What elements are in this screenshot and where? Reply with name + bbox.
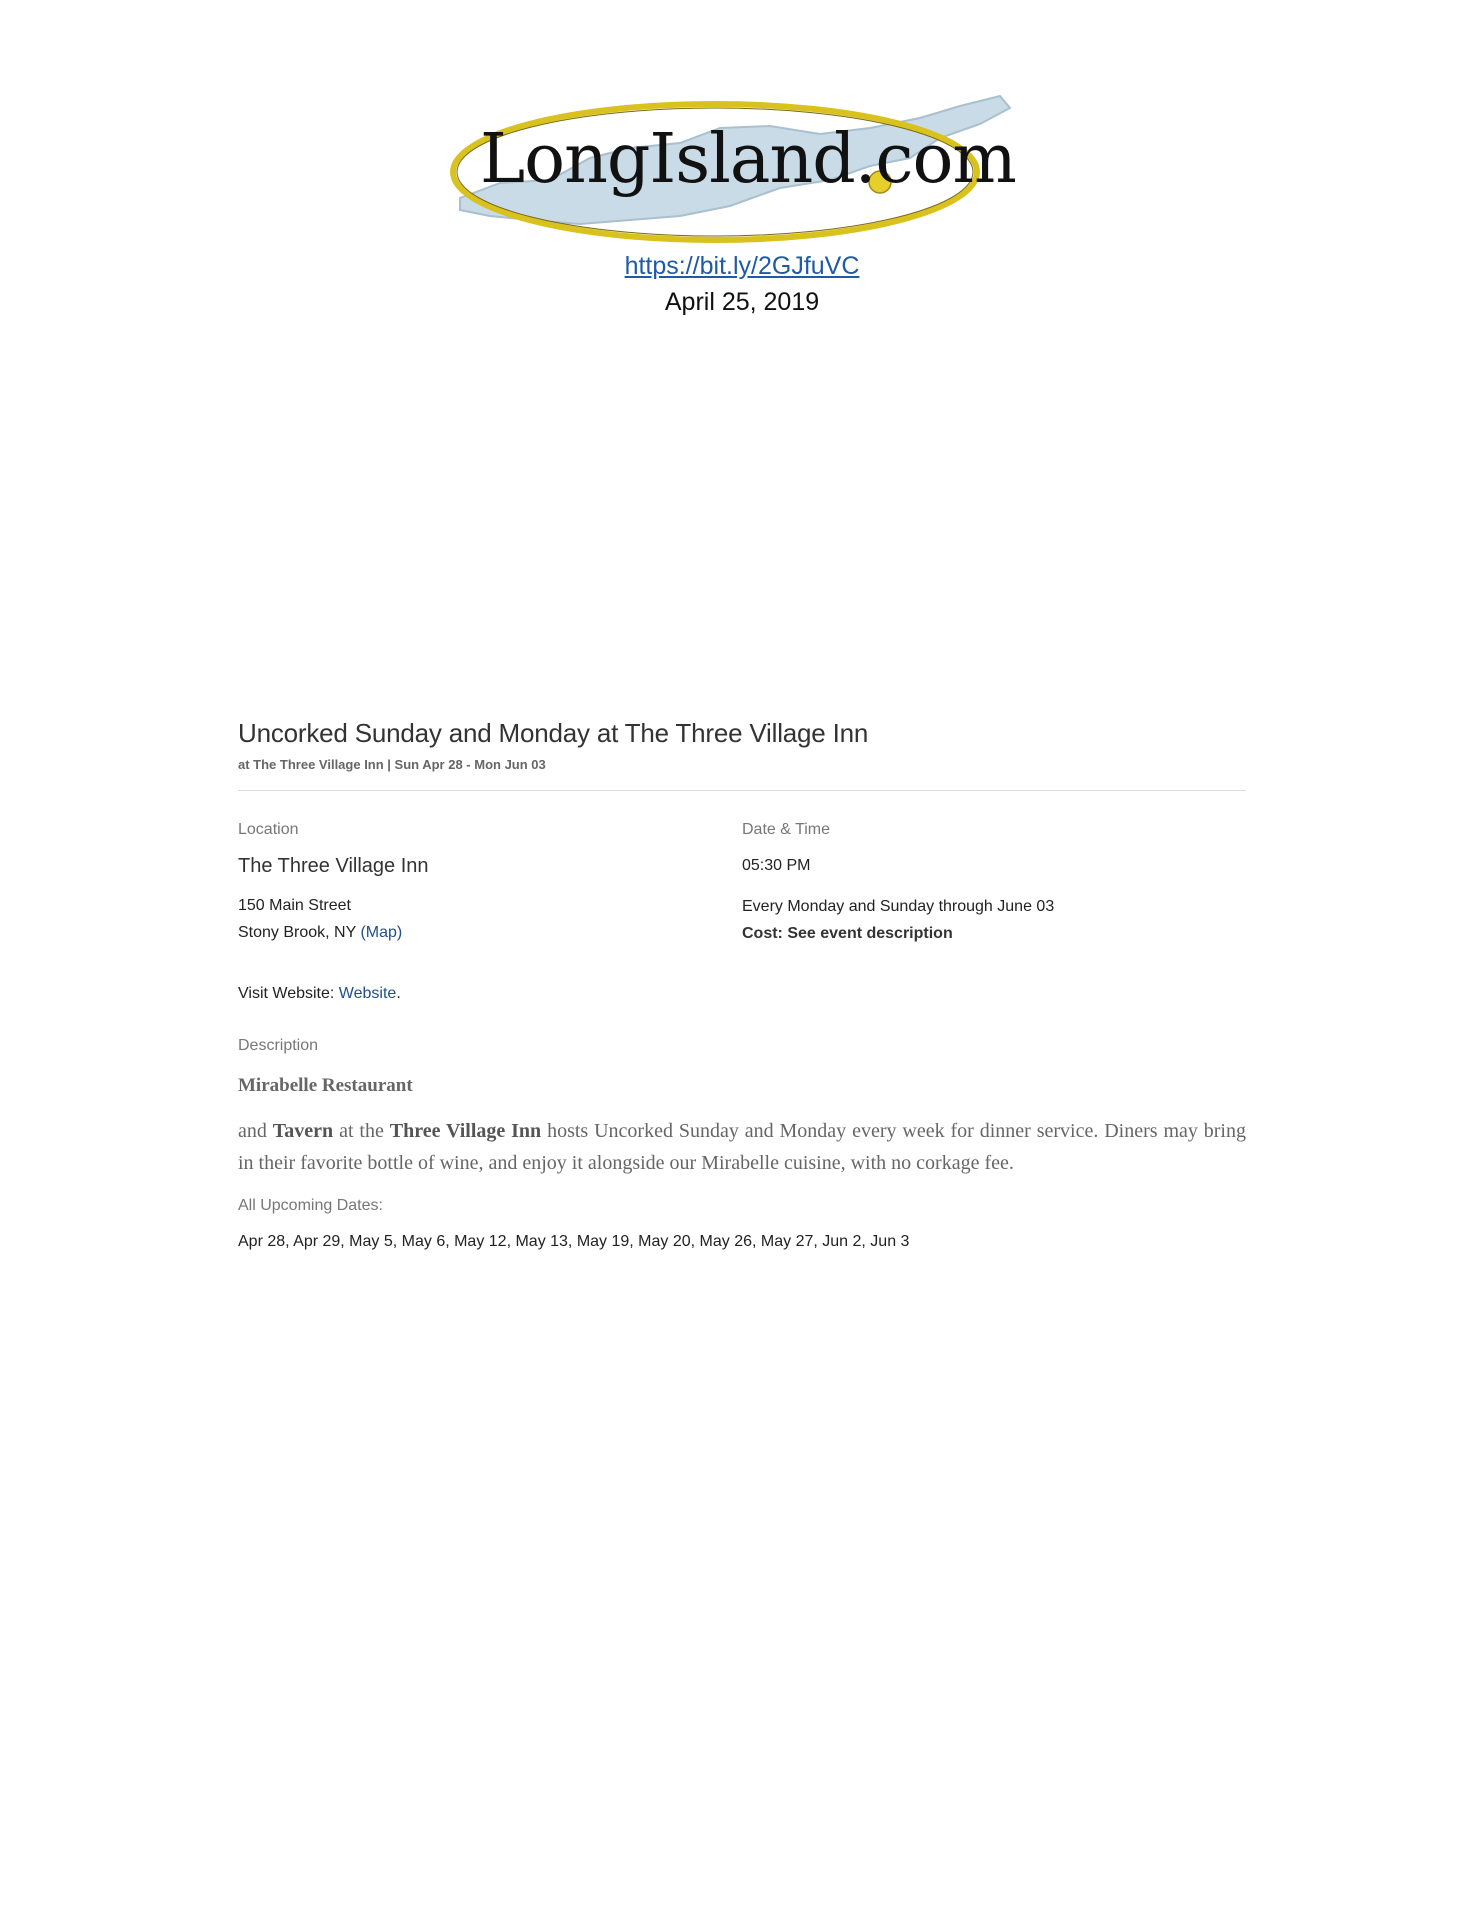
datetime-section (742, 821, 1246, 947)
event-info-columns (238, 821, 1246, 961)
cost-text: Cost: See event description (742, 925, 953, 942)
description-body (238, 1115, 1246, 1179)
desc-part-3: hosts Uncorked Sunday and Monday every week for dinner service. Diners may bring in their favorite bottle of wine, and enjoy it alongside our Mirabelle cuisine, with no corkage fee. (238, 1120, 1246, 1174)
event-detail (238, 718, 1246, 1251)
logo-wordmark: LongIsland.com (480, 120, 1016, 199)
desc-part-1: and (238, 1120, 273, 1142)
visit-website (238, 985, 1246, 1003)
description-label: Description (238, 1037, 319, 1054)
desc-part-2: at the (333, 1120, 390, 1142)
city-line (238, 919, 718, 946)
recurrence-text: Every Monday and Sunday through June 03 (742, 898, 1055, 915)
document-date: April 25, 2019 (664, 288, 820, 316)
desc-bold-tavern: Tavern (272, 1120, 334, 1142)
event-subtitle: at The Three Village Inn | Sun Apr 28 - Mon Jun 03 (238, 757, 546, 772)
visit-website-suffix: . (396, 985, 401, 1002)
upcoming-dates-label: All Upcoming Dates: (238, 1197, 383, 1214)
address (238, 892, 718, 946)
map-link[interactable]: (Map) (360, 924, 403, 941)
recurrence (742, 893, 1246, 947)
city-state: Stony Brook, NY (238, 924, 356, 941)
location-label: Location (238, 821, 299, 838)
venue-name: The Three Village Inn (238, 855, 429, 877)
event-time: 05:30 PM (742, 857, 811, 874)
source-link[interactable]: https://bit.ly/2GJfuVC (624, 252, 860, 280)
desc-bold-inn: Three Village Inn (389, 1120, 542, 1142)
location-section (238, 821, 718, 946)
website-link[interactable]: Website (338, 985, 397, 1002)
street-address: 150 Main Street (238, 897, 351, 914)
upcoming-dates: Apr 28, Apr 29, May 5, May 6, May 12, May 13, May 19, May 20, May 26, May 27, Jun 2, Jun 3 (238, 1233, 910, 1250)
divider (238, 790, 1246, 791)
datetime-label: Date & Time (742, 821, 831, 838)
visit-website-prefix: Visit Website: (238, 985, 335, 1002)
description-title: Mirabelle Restaurant (238, 1075, 413, 1096)
site-logo (440, 88, 1040, 248)
event-title: Uncorked Sunday and Monday at The Three Village Inn (238, 718, 869, 748)
